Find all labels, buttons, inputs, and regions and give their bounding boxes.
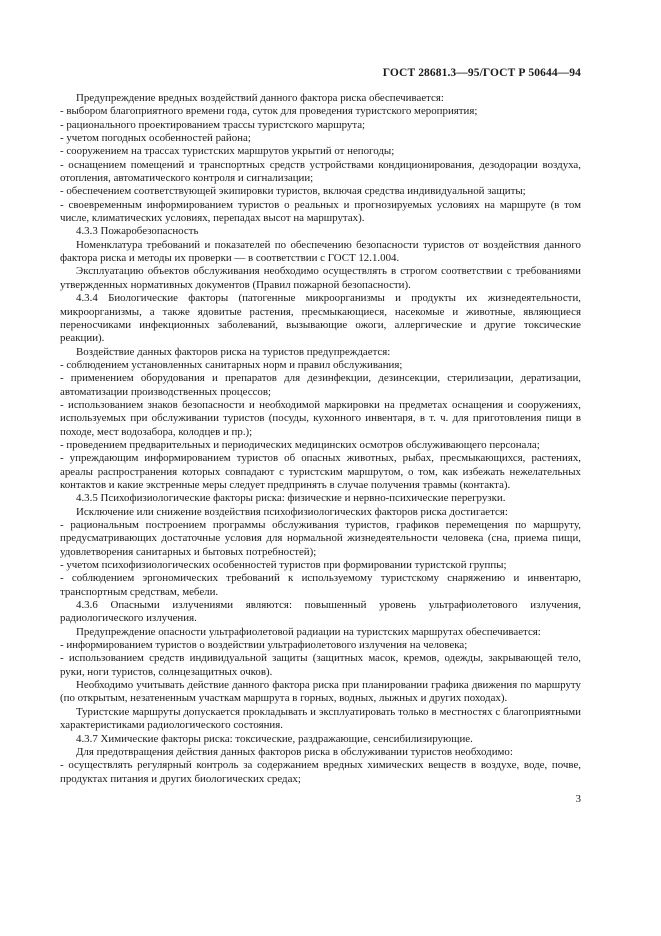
paragraph: Исключение или снижение воздействия психофизиологических факторов риска достигается: — [76, 505, 508, 518]
list-item: - сооружением на трассах туристских маршрутов укрытий от непогоды; — [60, 145, 395, 158]
list-item: - использованием средств индивидуальной защиты (защитных масок, кремов, одежды, закрывающей тело, руки, ноги туристов, солнцезащитных очков). — [60, 652, 581, 678]
list-item: - информированием туристов о воздействии ультрафиолетового излучения на человека; — [60, 639, 468, 652]
page-number: 3 — [575, 793, 581, 805]
paragraph: Необходимо учитывать действие данного фактора риска при планировании графика движения по маршруту (по открытым, незатененным участкам маршрута в горных, водных, лыжных и других походах). — [60, 679, 581, 705]
list-item: - рационального проектированием трассы туристского маршрута; — [60, 118, 366, 131]
section-paragraph: 4.3.4 Биологические факторы (патогенные микроорганизмы и продукты их жизнедеятельности, микроорганизмы, а также ядовитые растения, пресмыкающиеся, насекомые и животные, являющиеся переносчиками инфекционных заболеваний, вызывающие ожоги, аллергические и другие токсические реакции). — [60, 292, 581, 345]
paragraph: Номенклатура требований и показателей по обеспечению безопасности туристов от воздействия данного фактора риска и методы их проверки — в соответствии с ГОСТ 12.1.004. — [60, 238, 581, 265]
list-item: - упреждающим информированием туристов об опасных животных, рыбах, пресмыкающихся, растениях, ареалы распространения которых совпадают с туристским маршрутом, о том, как избежать нежелательных контактов и какие экстренные меры следует предпринять в случае получения травмы (контакта). — [60, 452, 581, 491]
list-item: - осуществлять регулярный контроль за содержанием вредных химических веществ в воздухе, воде, почве, продуктах питания и других биологических средах; — [60, 759, 581, 785]
list-item: - своевременным информированием туристов о реальных и прогнозируемых условиях на маршруте (в том числе, климатических условиях, перепадах высот на маршрутах). — [60, 198, 581, 225]
paragraph: Предупреждение опасности ультрафиолетовой радиации на туристских маршрутах обеспечивается: — [76, 625, 541, 638]
paragraph: Воздействие данных факторов риска на туристов предупреждается: — [76, 345, 391, 358]
paragraph: Для предотвращения действия данных факторов риска в обслуживании туристов необходимо: — [76, 745, 513, 758]
document-header: ГОСТ 28681.3—95/ГОСТ Р 50644—94 — [382, 67, 581, 79]
paragraph: Туристские маршруты допускается прокладывать и эксплуатировать только в местностях с благоприятными характеристиками радиологического состояния. — [60, 705, 581, 732]
section-paragraph: 4.3.6 Опасными излучениями являются: повышенный уровень ультрафиолетового излучения, радиологического излучения. — [60, 599, 581, 625]
list-item: - соблюдением установленных санитарных норм и правил обслуживания; — [60, 358, 403, 371]
list-item: - применением оборудования и препаратов для дезинфекции, дезинсекции, стерилизации, дератизации, автоматизации производственных процессов; — [60, 372, 581, 398]
paragraph: Эксплуатацию объектов обслуживания необходимо осуществлять в строгом соответствии с требованиями утвержденных нормативных документов (Правил пожарной безопасности). — [60, 265, 581, 291]
list-item: - выбором благоприятного времени года, суток для проведения туристского мероприятия; — [60, 105, 478, 118]
paragraph: Предупреждение вредных воздействий данного фактора риска обеспечивается: — [76, 92, 444, 104]
list-item: - проведением предварительных и периодических медицинских осмотров обслуживающего персонала; — [60, 438, 540, 451]
list-item: - оснащением помещений и транспортных средств устройствами кондиционирования, дезодорации воздуха, отопления, автоматического контроля и сигнализации; — [60, 158, 581, 185]
list-item: - обеспечением соответствующей экипировки туристов, включая средства индивидуальной защиты; — [60, 185, 526, 198]
section-paragraph: 4.3.3 Пожаробезопасность — [76, 225, 199, 238]
section-paragraph: 4.3.7 Химические факторы риска: токсические, раздражающие, сенсибилизирующие. — [76, 732, 473, 745]
section-paragraph: 4.3.5 Психофизиологические факторы риска: физические и нервно-психические перегрузки. — [76, 492, 506, 505]
list-item: - рациональным построением программы обслуживания туристов, графиков перемещения по маршруту, предусматривающих достаточные условия для нормальной жизнедеятельности человека (сна, приема пищи, удовлетворения санитарных и бытовых потребностей); — [60, 519, 581, 558]
list-item: - использованием знаков безопасности и необходимой маркировки на предметах оснащения и сооружениях, используемых при обслуживании туристов (посуды, кухонного инвентаря, в т. ч. для приготовления пищи в походе, мест водозабора, колодцев и пр.); — [60, 398, 581, 438]
list-item: - учетом психофизиологических особенностей туристов при формировании туристской группы; — [60, 559, 507, 572]
list-item: - учетом погодных особенностей района; — [60, 132, 251, 145]
list-item: - соблюдением эргономических требований к используемому туристскому снаряжению и инвентарю, транспортным средствам, мебели. — [60, 572, 581, 598]
document-body — [60, 92, 581, 786]
